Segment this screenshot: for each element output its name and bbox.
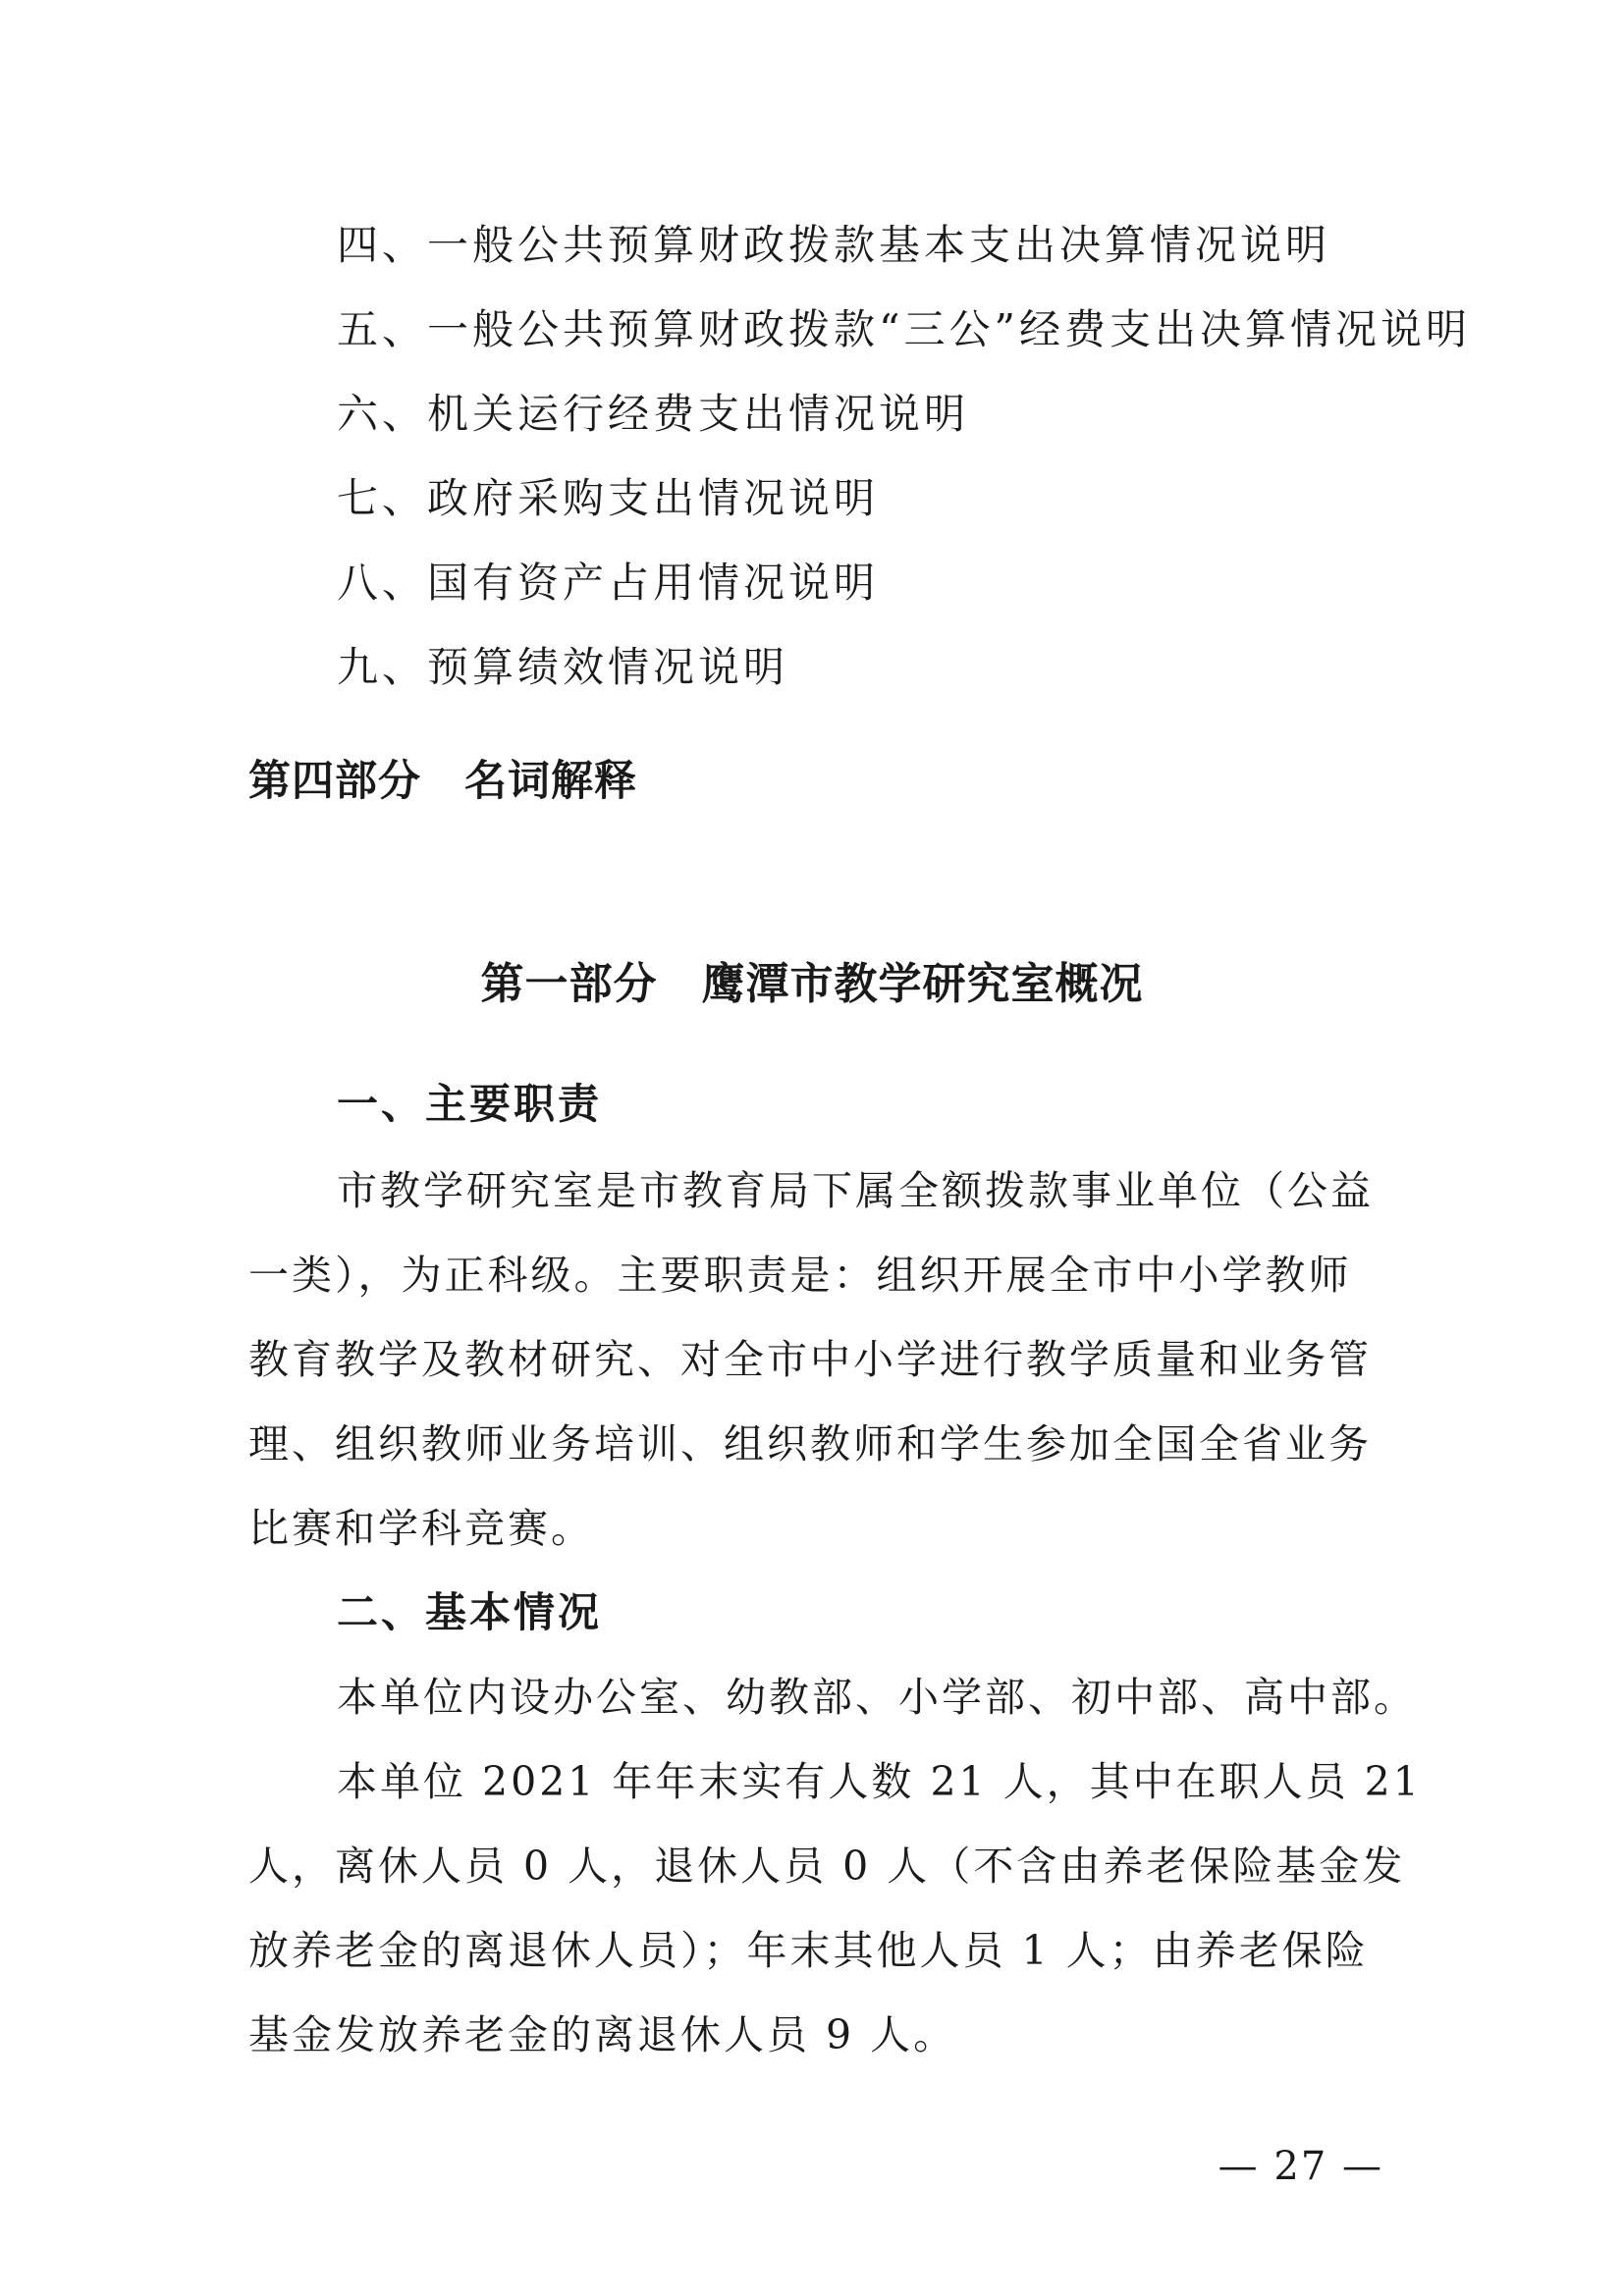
section1-line-2: 一类），为正科级。主要职责是：组织开展全市中小学教师 [248, 1252, 1352, 1299]
section2-line-3: 人，离休人员 0 人，退休人员 0 人（不含由养老保险基金发 [248, 1842, 1406, 1890]
toc-item-4: 四、一般公共预算财政拨款基本支出决算情况说明 [337, 221, 1331, 269]
part4-heading: 第四部分 名词解释 [248, 757, 637, 806]
section2-line-5: 基金发放养老金的离退休人员 9 人。 [248, 2011, 957, 2058]
page-number: — 27 — [1218, 2144, 1383, 2189]
section1-line-5: 比赛和学科竞赛。 [248, 1505, 594, 1552]
section1-line-3: 教育教学及教材研究、对全市中小学进行教学质量和业务管 [248, 1336, 1372, 1383]
toc-item-8: 八、国有资产占用情况说明 [337, 559, 880, 607]
toc-item-9: 九、预算绩效情况说明 [337, 643, 789, 691]
section2-line-2: 本单位 2021 年年末实有人数 21 人，其中在职人员 21 [337, 1758, 1422, 1805]
toc-item-7: 七、政府采购支出情况说明 [337, 474, 880, 522]
part1-title: 第一部分 鹰潭市教学研究室概况 [480, 959, 1144, 1009]
section2-line-1: 本单位内设办公室、幼教部、小学部、初中部、高中部。 [337, 1674, 1417, 1721]
toc-item-6: 六、机关运行经费支出情况说明 [337, 390, 970, 438]
section1-line-1: 市教学研究室是市教育局下属全额拨款事业单位（公益 [337, 1167, 1374, 1214]
section1-heading: 一、主要职责 [337, 1080, 603, 1128]
section1-line-4: 理、组织教师业务培训、组织教师和学生参加全国全省业务 [248, 1420, 1372, 1468]
section2-line-4: 放养老金的离退休人员）；年末其他人员 1 人；由养老保险 [248, 1927, 1369, 1974]
section2-heading: 二、基本情况 [337, 1588, 603, 1636]
toc-item-5: 五、一般公共预算财政拨款“三公”经费支出决算情况说明 [337, 305, 1471, 353]
